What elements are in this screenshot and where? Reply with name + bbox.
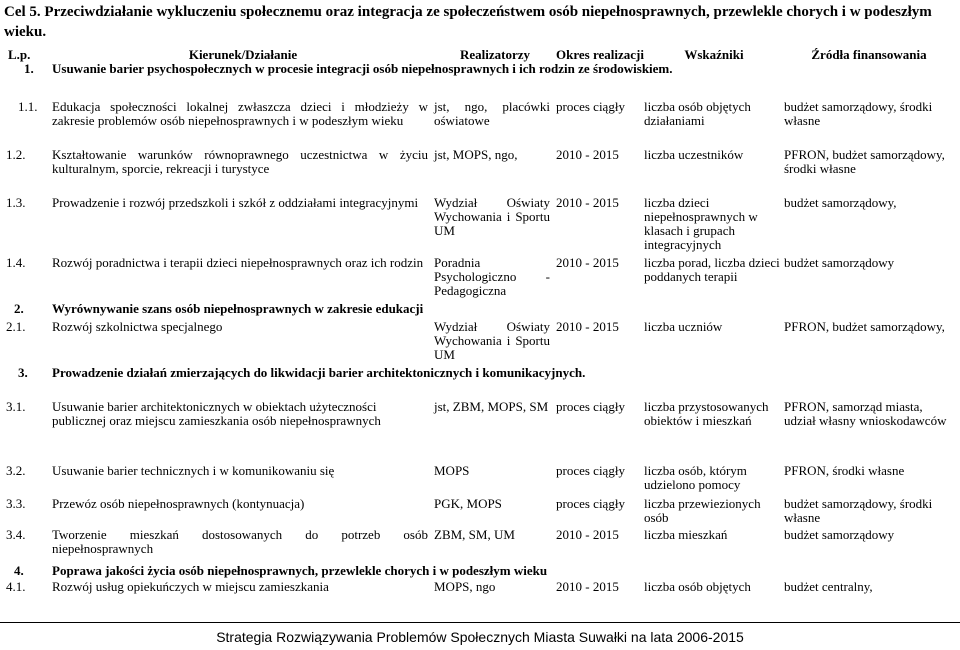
row-action: Rozwój usług opiekuńczych w miejscu zamieszkania xyxy=(52,579,329,594)
row-implementers: Wydział Oświaty Wychowania i Sportu UM xyxy=(434,319,550,362)
strategy-table xyxy=(6,46,954,598)
row-implementers: PGK, MOPS xyxy=(434,496,502,511)
row-action: Kształtowanie warunków równoprawnego uczestnictwa w życiu kulturalnym, sporcie, rekreacji i turystyce xyxy=(52,147,428,176)
row-indicators: liczba mieszkań xyxy=(644,527,728,542)
section-number: 3. xyxy=(18,365,28,380)
row-implementers: Wydział Oświaty Wychowania i Sportu UM xyxy=(434,195,550,238)
row-period: proces ciągły xyxy=(556,496,625,511)
section-number: 1. xyxy=(24,61,34,76)
row-funding: PFRON, budżet samorządowy, xyxy=(784,319,945,334)
row-funding: PFRON, środki własne xyxy=(784,463,905,478)
section-title: Wyrównywanie szans osób niepełnosprawnych w zakresie edukacji xyxy=(52,301,424,316)
row-period: 2010 - 2015 xyxy=(556,147,619,162)
row-lp: 1.2. xyxy=(6,147,26,162)
row-action: Przewóz osób niepełnosprawnych (kontynuacja) xyxy=(52,496,305,511)
row-implementers: ZBM, SM, UM xyxy=(434,527,515,542)
row-funding: budżet centralny, xyxy=(784,579,873,594)
row-action: Prowadzenie i rozwój przedszkoli i szkół z oddziałami integracyjnymi xyxy=(52,195,419,210)
table-row xyxy=(6,320,954,366)
row-indicators: liczba osób, którym udzielono pomocy xyxy=(644,463,747,492)
header-funding: Źródła finansowania xyxy=(811,47,927,62)
row-action: Usuwanie barier architektonicznych w obiektach użyteczności publicznej oraz miejscu zamieszkania osób niepełnosprawnych xyxy=(52,399,381,428)
row-period: proces ciągły xyxy=(556,399,625,414)
row-period: 2010 - 2015 xyxy=(556,195,619,210)
row-funding: budżet samorządowy, xyxy=(784,195,897,210)
row-indicators: liczba osób objętych działaniami xyxy=(644,99,751,128)
row-indicators: liczba uczniów xyxy=(644,319,723,334)
table-row xyxy=(6,148,954,196)
table-row xyxy=(6,528,954,564)
header-lp: L.p. xyxy=(8,47,31,62)
table-row xyxy=(6,100,954,148)
row-period: proces ciągły xyxy=(556,99,625,114)
table-row xyxy=(6,196,954,256)
header-indicators: Wskaźniki xyxy=(684,47,744,62)
row-lp: 3.4. xyxy=(6,527,26,542)
table-row xyxy=(6,497,954,528)
row-action: Tworzenie mieszkań dostosowanych do potrzeb osób niepełnosprawnych xyxy=(52,527,428,556)
row-implementers: jst, MOPS, ngo, xyxy=(434,147,518,162)
row-indicators: liczba dzieci niepełnosprawnych w klasach i grupach integracyjnych xyxy=(644,195,758,252)
row-indicators: liczba porad, liczba dzieci poddanych terapii xyxy=(644,255,780,284)
row-period: 2010 - 2015 xyxy=(556,255,619,270)
row-implementers: MOPS, ngo xyxy=(434,579,496,594)
row-indicators: liczba uczestników xyxy=(644,147,744,162)
row-action: Usuwanie barier technicznych i w komunikowaniu się xyxy=(52,463,335,478)
footer-divider xyxy=(0,622,960,623)
row-lp: 1.1. xyxy=(18,99,38,114)
row-period: 2010 - 2015 xyxy=(556,579,619,594)
section-title: Poprawa jakości życia osób niepełnosprawnych, przewlekle chorych i w podeszłym wieku xyxy=(52,563,548,578)
row-funding: PFRON, samorząd miasta, udział własny wnioskodawców xyxy=(784,399,947,428)
row-lp: 3.2. xyxy=(6,463,26,478)
table-row xyxy=(6,256,954,302)
row-implementers: Poradnia Psychologiczno - Pedagogiczna xyxy=(434,255,550,298)
section-title: Prowadzenie działań zmierzających do likwidacji barier architektonicznych i komunikacyjnych. xyxy=(52,365,586,380)
row-period: 2010 - 2015 xyxy=(556,319,619,334)
row-action: Rozwój poradnictwa i terapii dzieci niepełnosprawnych oraz ich rodzin xyxy=(52,255,424,270)
row-period: proces ciągły xyxy=(556,463,625,478)
page-footer: Strategia Rozwiązywania Problemów Społecznych Miasta Suwałki na lata 2006-2015 xyxy=(216,629,744,645)
row-indicators: liczba przystosowanych obiektów i mieszkań xyxy=(644,399,769,428)
row-period: 2010 - 2015 xyxy=(556,527,619,542)
header-period: Okres realizacji xyxy=(556,47,644,62)
row-implementers: jst, ZBM, MOPS, SM xyxy=(434,399,549,414)
section-number: 2. xyxy=(14,301,24,316)
table-row xyxy=(6,580,954,598)
section-number: 4. xyxy=(14,563,24,578)
row-implementers: MOPS xyxy=(434,463,470,478)
row-lp: 2.1. xyxy=(6,319,26,334)
row-funding: PFRON, budżet samorządowy, środki własne xyxy=(784,147,945,176)
row-funding: budżet samorządowy, środki własne xyxy=(784,99,933,128)
row-funding: budżet samorządowy xyxy=(784,527,895,542)
row-lp: 3.1. xyxy=(6,399,26,414)
header-implementers: Realizatorzy xyxy=(459,47,531,62)
row-lp: 1.4. xyxy=(6,255,26,270)
row-lp: 1.3. xyxy=(6,195,26,210)
row-indicators: liczba osób objętych xyxy=(644,579,751,594)
row-action: Edukacja społeczności lokalnej zwłaszcza dzieci i młodzieży w zakresie problemów osób niepełnosprawnych i w podeszłym wieku xyxy=(52,99,428,128)
row-funding: budżet samorządowy xyxy=(784,255,895,270)
row-lp: 4.1. xyxy=(6,579,26,594)
table-row xyxy=(6,464,954,497)
row-indicators: liczba przewiezionych osób xyxy=(644,496,761,525)
row-action: Rozwój szkolnictwa specjalnego xyxy=(52,319,223,334)
table-header xyxy=(6,46,954,62)
row-implementers: jst, ngo, placówki oświatowe xyxy=(434,99,550,128)
table-row xyxy=(6,400,954,464)
row-funding: budżet samorządowy, środki własne xyxy=(784,496,933,525)
goal-heading: Cel 5. Przeciwdziałanie wykluczeniu społecznemu oraz integracja ze społeczeństwem osób niepełnosprawnych, przewlekle chorych i w podeszłym wieku. xyxy=(4,4,932,40)
section-title: Usuwanie barier psychospołecznych w procesie integracji osób niepełnosprawnych i ich rodzin ze środowiskiem. xyxy=(52,61,673,76)
row-lp: 3.3. xyxy=(6,496,26,511)
header-direction: Kierunek/Działanie xyxy=(188,47,298,62)
